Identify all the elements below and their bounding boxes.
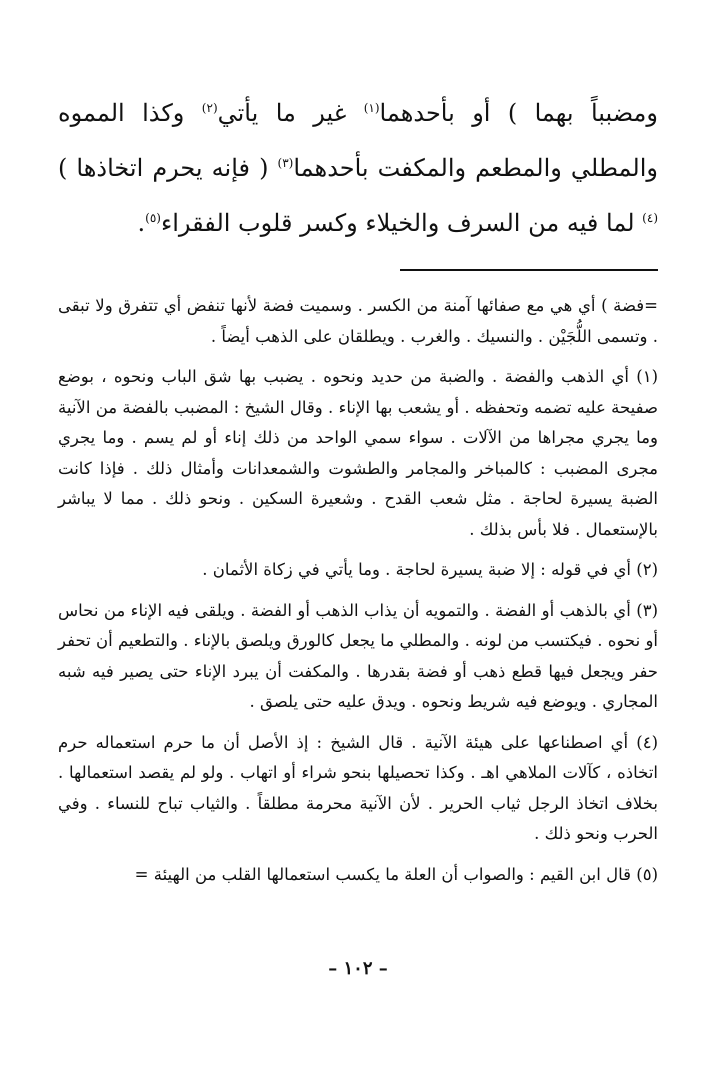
main-text-segment: ( فإنه يحرم اتخاذها )	[58, 154, 278, 182]
footnote-continuation: =فضة ) أي هي مع صفائها آمنة من الكسر . وسميت فضة لأنها تنفض أي تتفرق ولا تبقى . وتسمى اللُّجَيْن . والنسيك . والغرب . ويطلقان على الذهب أيضاً .	[58, 296, 658, 346]
main-text-segment: لما فيه من السرف والخيلاء وكسر قلوب الفقراء	[160, 209, 643, 237]
footnotes	[58, 291, 658, 890]
footnote-ref-2: (٢)	[201, 101, 218, 115]
main-text-segment: .	[137, 209, 146, 237]
footnote-4: (٤) أي اصطناعها على هيئة الآنية . قال الشيخ : إذ الأصل أن ما حرم استعماله حرم اتخاذه ، كآلات الملاهي اهـ . وكذا تحصيلها بنحو شراء أو اتهاب . ولو لم يقصد استعمالها . بخلاف اتخاذ الرجل ثياب الحرير . لأن الآنية محرمة مطلقاً . والثياب تباح للنساء . وفي الحرب ونحو ذلك .	[58, 732, 658, 843]
footnote-separator	[400, 269, 658, 271]
main-text-segment: غير ما يأتي	[217, 99, 364, 127]
book-page	[58, 86, 658, 1066]
main-text-segment: ومضبباً بهما ) أو بأحدهما	[379, 99, 659, 127]
main-paragraph	[58, 86, 658, 251]
footnote-2: (٢) أي في قوله : إلا ضبة يسيرة لحاجة . وما يأتي في زكاة الأثمان .	[202, 560, 658, 579]
main-text	[58, 86, 658, 251]
footnote-ref-1: (١)	[363, 101, 380, 115]
page-number: – ١٠٢ –	[328, 958, 388, 979]
footnote-ref-4: (٤)	[642, 211, 658, 225]
footnote-ref-5: (٥)	[145, 211, 161, 225]
main-text-segment: وكذا المموه والمطلي والمطعم والمكفت بأحدهما	[58, 99, 659, 182]
footnote-1: (١) أي الذهب والفضة . والضبة من حديد ونحوه . يضبب بها شق الباب ونحوه ، بوضع صفيحة عليه تضمه وتحفظه . أو يشعب بها الإناء . وقال الشيخ : المضبب بالفضة من الآنية وما يجري مجراها من الآلات . سواء سمي الواحد من ذلك إناء أو لم يسم . وما يجري مجرى المضبب : كالمباخر والمجامر والطشوت والشمعدانات وأمثال ذلك . فإذا كانت الضبة يسيرة لحاجة . مثل شعب القدح . وشعيرة السكين . ونحو ذلك . مما لا يباشر بالإستعمال . فلا بأس بذلك .	[58, 367, 658, 539]
footnote-5: (٥) قال ابن القيم : والصواب أن العلة ما يكسب استعمالها القلب من الهيئة =	[134, 864, 658, 884]
footnote-ref-3: (٣)	[277, 156, 294, 170]
footnote-3: (٣) أي بالذهب أو الفضة . والتمويه أن يذاب الذهب أو الفضة . ويلقى فيه الإناء من نحاس أو نحوه . فيكتسب من لونه . والمطلي ما يجعل كالورق ويلصق بالإناء . والتطعيم أن تحفر حفر ويجعل فيها قطع ذهب أو فضة بقدرها . والمكفت أن يبرد الإناء حتى يصير فيه شبه المجاري . ويوضع فيه شريط ونحوه . ويدق عليه حتى يلصق .	[58, 600, 658, 711]
